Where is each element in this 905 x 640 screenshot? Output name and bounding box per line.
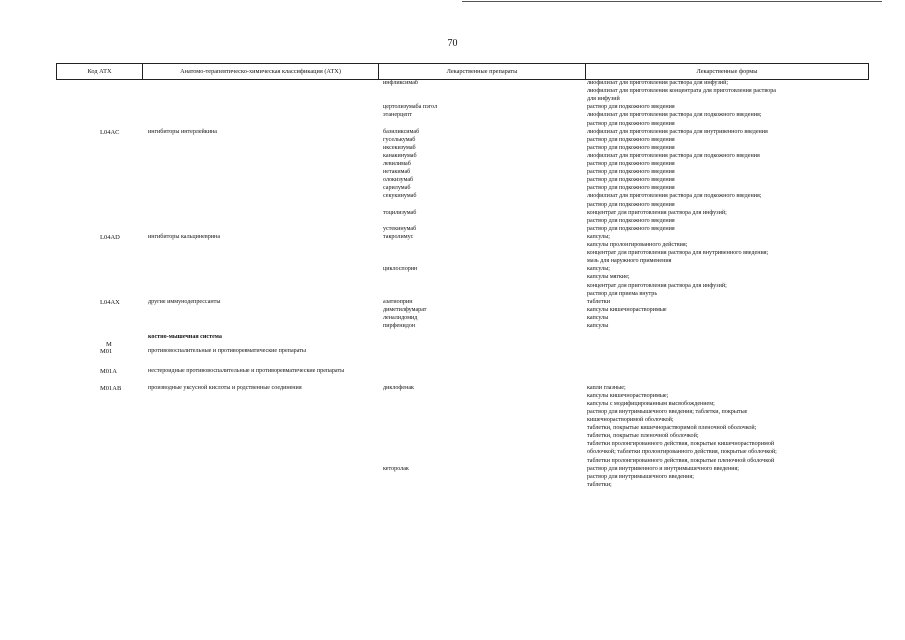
top-rule (462, 1, 882, 2)
drug-name: этанерцепт (383, 112, 412, 119)
drug-name: диклофенак (383, 384, 414, 391)
dosage-form: кишечнорастворимой оболочкой; (587, 417, 674, 423)
dosage-form: раствор для приема внутрь (587, 290, 658, 297)
drug-name: пирфенидон (383, 323, 416, 329)
atc-classification: противовоспалительные и противоревматические препараты (148, 348, 306, 355)
atc-code: M (106, 341, 112, 349)
atc-classification: другие иммунодепрессанты (148, 298, 221, 305)
dosage-form: раствор для подкожного введения (587, 201, 675, 208)
dosage-form: капсулы мягкие; (587, 274, 630, 281)
dosage-form: капсулы кишечнорастворимые; (587, 392, 669, 399)
dosage-form: раствор для подкожного введения (587, 161, 675, 167)
dosage-form: таблетки пролонгированного действия, покрытые кишечнорастворимой (587, 441, 775, 448)
dosage-form: раствор для внутримышечного введения; таблетки, покрытые (587, 408, 748, 415)
dosage-form: капсулы (587, 323, 609, 329)
atc-classification: производные уксусной кислоты и родственные соединения (148, 384, 302, 391)
table-body (56, 80, 869, 600)
dosage-form: таблетки пролонгированного действия, покрытые пленочной оболочкой (587, 457, 775, 464)
header-drugs: Лекарственные препараты (379, 64, 586, 79)
drug-name: секукинумаб (383, 193, 417, 200)
drug-name: базиликсимаб (383, 128, 420, 135)
drug-name: иксекизумаб (383, 144, 416, 151)
dosage-form: концентрат для приготовления раствора для инфузий; (587, 282, 727, 289)
atc-code: L04AD (100, 233, 120, 241)
drug-name: сарилумаб (383, 185, 411, 192)
drug-name: леналидомид (383, 314, 418, 321)
drug-name: циклоспорин (383, 266, 418, 273)
drug-name: нетакимаб (383, 169, 411, 176)
drug-name: инфликсимаб (383, 80, 419, 86)
dosage-form: мазь для наружного применения (587, 258, 672, 265)
header-forms: Лекарственные формы (696, 68, 758, 75)
dosage-form: для инфузий (587, 96, 620, 103)
dosage-form: раствор для подкожного введения (587, 136, 675, 143)
header-classification: Анатомо-терапевтическо-химическая классификация (АТХ) (143, 64, 379, 79)
page-number: 70 (447, 38, 458, 49)
atc-code: M01A (100, 368, 117, 376)
dosage-form: капсулы (587, 314, 609, 321)
dosage-form: капсулы с модифицированным высвобождением; (587, 400, 715, 407)
drug-name: диметилфумарат (383, 306, 427, 313)
drug-name: тоцилизумаб (383, 209, 417, 216)
drug-name: левилимаб (383, 161, 411, 167)
atc-code: L04AX (100, 298, 120, 306)
atc-code: M01AB (100, 384, 122, 392)
dosage-form: лиофилизат для приготовления раствора для подкожного введения (587, 152, 760, 159)
atc-code: M01 (100, 348, 113, 356)
dosage-form: капсулы пролонгированного действия; (587, 242, 688, 248)
atc-classification: ингибиторы кальциневрина (148, 233, 221, 240)
dosage-form: лиофилизат для приготовления раствора для внутривенного введения (587, 128, 768, 135)
dosage-form: лиофилизат для приготовления концентрата для приготовления раствора (587, 88, 776, 95)
drug-name: цертолизумаба пэгол (383, 104, 438, 111)
dosage-form: капли глазные; (587, 384, 626, 391)
atc-classification: ингибиторы интерлейкина (148, 128, 217, 135)
dosage-form: раствор для подкожного введения (587, 144, 675, 151)
atc-classification: костно-мышечная система (148, 334, 222, 341)
dosage-form: оболочкой; таблетки пролонгированного действия, покрытые оболочкой; (587, 449, 777, 456)
dosage-form: раствор для подкожного введения (587, 120, 675, 127)
dosage-form: таблетки; (587, 481, 612, 488)
dosage-form: лиофилизат для приготовления раствора для подкожного введения; (587, 112, 762, 119)
header-code: Код АТХ (57, 64, 143, 79)
dosage-form: лиофилизат для приготовления раствора для инфузий; (587, 80, 729, 86)
drug-name: олокизумаб (383, 177, 414, 184)
drug-name: устекинумаб (383, 225, 417, 232)
atc-code: L04AC (100, 128, 120, 136)
dosage-form: раствор для внутривенного и внутримышечного введения; (587, 465, 739, 472)
dosage-form: раствор для подкожного введения (587, 225, 675, 232)
dosage-form: концентрат для приготовления раствора для инфузий; (587, 209, 727, 216)
dosage-form: раствор для подкожного введения (587, 185, 675, 192)
drug-name: гуселькумаб (383, 136, 416, 143)
dosage-form: капсулы; (587, 266, 610, 273)
drug-name: такролимус (383, 233, 414, 240)
dosage-form: лиофилизат для приготовления раствора для подкожного введения; (587, 193, 762, 200)
dosage-form: таблетки (587, 298, 611, 305)
drug-name: кеторолак (383, 465, 409, 472)
drug-name: азатиоприн (383, 298, 413, 305)
dosage-form: раствор для подкожного введения (587, 104, 675, 111)
dosage-form: раствор для внутримышечного введения; (587, 473, 694, 480)
atc-classification: нестероидные противовоспалительные и противоревматические препараты (148, 368, 345, 375)
dosage-form: раствор для подкожного введения (587, 177, 675, 184)
drug-name: канакинумаб (383, 152, 417, 159)
dosage-form: раствор для подкожного введения (587, 217, 675, 224)
dosage-form: таблетки, покрытые кишечнорастворимой пленочной оболочкой; (587, 425, 757, 432)
dosage-form: раствор для подкожного введения (587, 169, 675, 176)
dosage-form: концентрат для приготовления раствора для внутривенного введения; (587, 250, 769, 257)
dosage-form: капсулы кишечнорастворимые (587, 306, 667, 313)
table-header (56, 63, 869, 80)
dosage-form: капсулы; (587, 233, 610, 240)
dosage-form: таблетки, покрытые пленочной оболочкой; (587, 433, 699, 440)
